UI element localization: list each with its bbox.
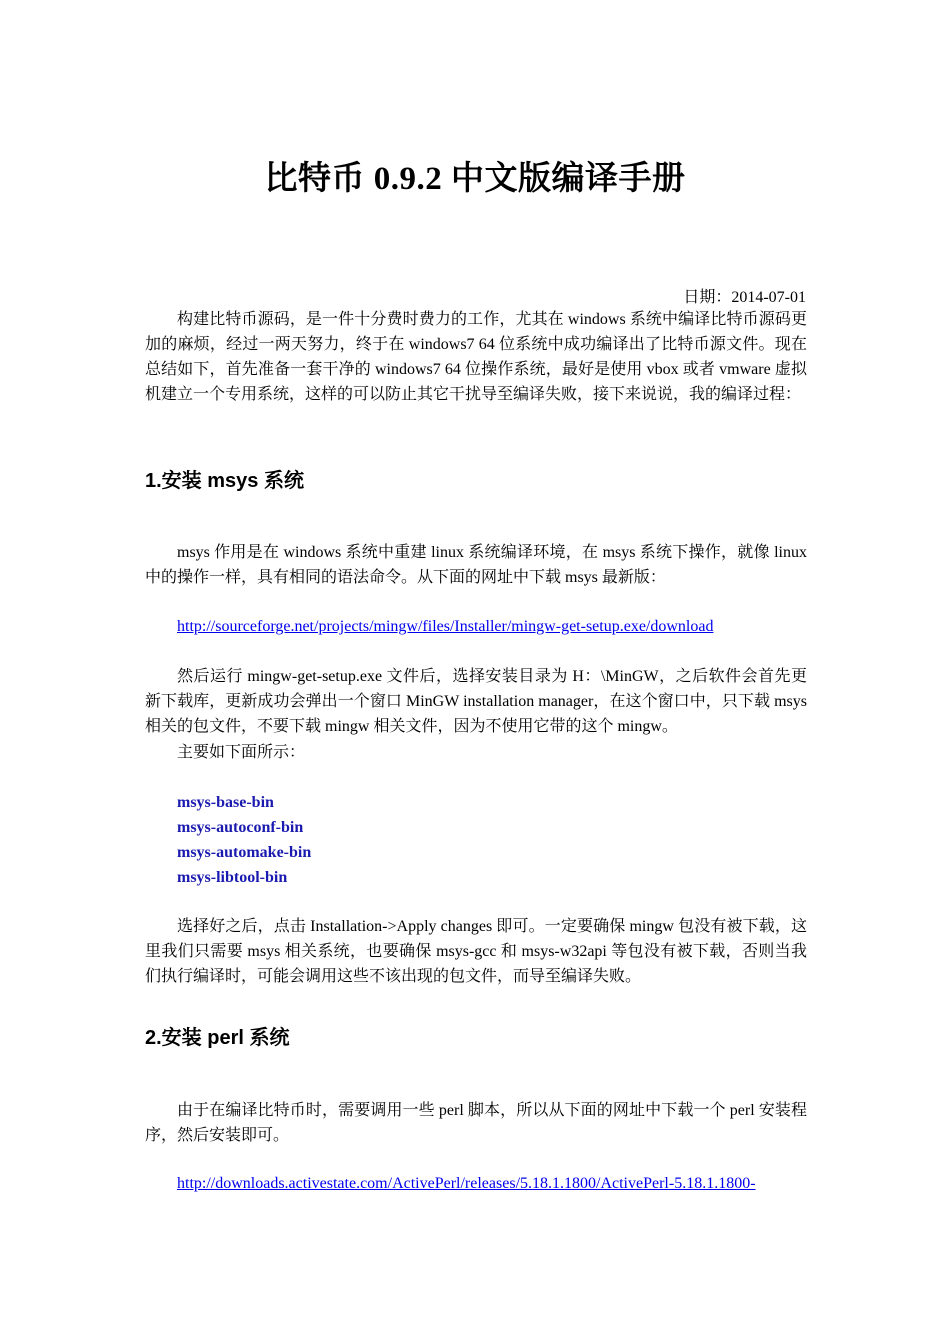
package-item: msys-automake-bin: [177, 844, 312, 861]
package-item: msys-base-bin: [177, 794, 274, 811]
perl-download-link[interactable]: http://downloads.activestate.com/ActivePerl/releases/5.18.1.1800/ActivePerl-5.18.1.1800-: [177, 1175, 756, 1192]
section2-paragraph-1: 由于在编译比特币时，需要调用一些 perl 脚本，所以从下面的网址中下载一个 perl 安装程序，然后安装即可。: [145, 1102, 807, 1144]
section1-paragraph-3: 主要如下面所示：: [177, 744, 306, 761]
document-title: 比特币 0.9.2 中文版编译手册: [264, 161, 686, 197]
section1-paragraph-4: 选择好之后，点击 Installation->Apply changes 即可。一定要确保 mingw 包没有被下载，这里我们只需要 msys 相关系统，也要确保 msys-gcc 和 msys-w32api 等包没有被下载，否则当我们执行编译时，可能会调用这些不该出现的包文件，而导至编译失败。: [145, 918, 807, 985]
document-date: 日期：2014-07-01: [683, 289, 806, 306]
msys-download-link[interactable]: http://sourceforge.net/projects/mingw/files/Installer/mingw-get-setup.exe/download: [177, 618, 714, 635]
section1-heading: 1.安装 msys 系统: [145, 470, 304, 492]
section2-heading: 2.安装 perl 系统: [145, 1027, 290, 1049]
package-item: msys-autoconf-bin: [177, 819, 304, 836]
package-list: [177, 790, 311, 890]
intro-paragraph: 构建比特币源码，是一件十分费时费力的工作，尤其在 windows 系统中编译比特币源码更加的麻烦，经过一两天努力，终于在 windows7 64 位系统中成功编译出了比特币源文件。现在总结如下，首先准备一套干净的 windows7 64 位操作系统，最好是使用 vbox 或者 vmware 虚拟机建立一个专用系统，这样的可以防止其它干扰导至编译失败，接下来说说，我的编译过程：: [145, 311, 807, 403]
section1-paragraph-2: 然后运行 mingw-get-setup.exe 文件后，选择安装目录为 H：\MinGW，之后软件会首先更新下载库，更新成功会弹出一个窗口 MinGW installation manager，在这个窗口中，只下载 msys 相关的包文件，不要下载 mingw 相关文件，因为不使用它带的这个 mingw。: [145, 668, 807, 735]
package-item: msys-libtool-bin: [177, 869, 288, 886]
section1-paragraph-1: msys 作用是在 windows 系统中重建 linux 系统编译环境，在 msys 系统下操作，就像 linux 中的操作一样，具有相同的语法命令。从下面的网址中下载 msys 最新版：: [145, 544, 807, 586]
